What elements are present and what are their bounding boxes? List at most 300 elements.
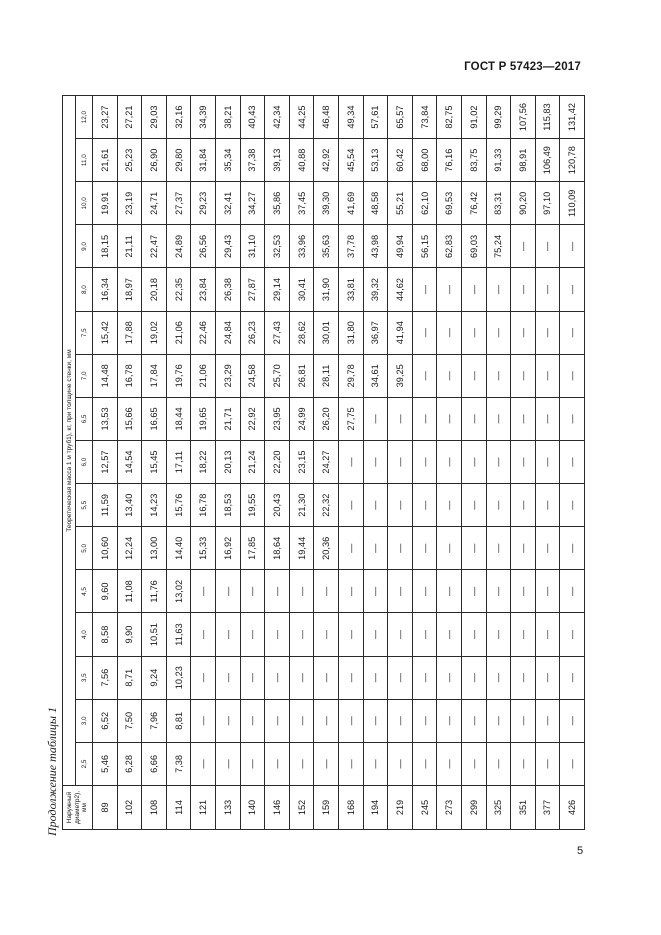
mass-cell: — — [363, 613, 388, 656]
mass-cell: — — [412, 397, 437, 440]
mass-cell: 30,41 — [289, 268, 314, 311]
mass-cell: 34,61 — [363, 354, 388, 397]
mass-cell: 27,37 — [166, 182, 191, 225]
mass-cell: 20,13 — [215, 441, 240, 484]
mass-cell: — — [191, 656, 216, 699]
mass-cell: 29,03 — [142, 96, 167, 139]
table-row — [486, 96, 511, 830]
thickness-header-row — [76, 96, 93, 830]
table-row — [166, 96, 191, 830]
mass-cell: 5,46 — [93, 742, 118, 785]
diameter-cell: 168 — [338, 786, 363, 830]
mass-cell: 24,71 — [142, 182, 167, 225]
mass-cell: 29,23 — [191, 182, 216, 225]
mass-cell: — — [437, 570, 462, 613]
mass-cell: — — [461, 397, 486, 440]
mass-cell: — — [511, 527, 536, 570]
mass-cell: — — [240, 742, 265, 785]
page-number: 5 — [577, 845, 584, 857]
mass-cell: — — [511, 570, 536, 613]
mass-cell: — — [535, 613, 560, 656]
mass-cell: 31,90 — [314, 268, 339, 311]
mass-cell: — — [363, 527, 388, 570]
mass-cell: 32,16 — [166, 96, 191, 139]
mass-cell: 25,70 — [265, 354, 290, 397]
standard-number: ГОСТ Р 57423—2017 — [464, 61, 581, 73]
mass-cell: — — [363, 484, 388, 527]
mass-cell: 62,10 — [412, 182, 437, 225]
diameter-cell: 152 — [289, 786, 314, 830]
diameter-cell: 273 — [437, 786, 462, 830]
mass-cell: 23,15 — [289, 441, 314, 484]
mass-cell: 40,43 — [240, 96, 265, 139]
mass-cell: 16,78 — [117, 354, 142, 397]
mass-cell: 18,22 — [191, 441, 216, 484]
diameter-cell: 325 — [486, 786, 511, 830]
mass-cell: 41,69 — [338, 182, 363, 225]
mass-cell: — — [388, 570, 413, 613]
mass-cell: — — [560, 656, 585, 699]
mass-cell: 24,89 — [166, 225, 191, 268]
mass-cell: — — [535, 225, 560, 268]
diameter-cell: 89 — [93, 786, 118, 830]
mass-cell: — — [461, 656, 486, 699]
mass-cell: — — [560, 527, 585, 570]
mass-cell: — — [461, 441, 486, 484]
mass-cell: — — [388, 441, 413, 484]
thickness-header: 5,5 — [76, 484, 93, 527]
table-row — [461, 96, 486, 830]
mass-cell: 131,42 — [560, 96, 585, 139]
mass-cell: 62,83 — [437, 225, 462, 268]
mass-cell: 17,88 — [117, 311, 142, 354]
diameter-cell: 194 — [363, 786, 388, 830]
mass-cell: 20,36 — [314, 527, 339, 570]
mass-cell: 35,34 — [215, 139, 240, 182]
mass-cell: — — [314, 699, 339, 742]
mass-cell: — — [437, 397, 462, 440]
mass-cell: 9,60 — [93, 570, 118, 613]
mass-cell: 31,10 — [240, 225, 265, 268]
mass-cell: 11,08 — [117, 570, 142, 613]
mass-cell: 27,75 — [338, 397, 363, 440]
mass-cell: — — [560, 441, 585, 484]
mass-cell: 12,57 — [93, 441, 118, 484]
thickness-header: 10,0 — [76, 182, 93, 225]
mass-cell: 98,91 — [511, 139, 536, 182]
mass-cell: — — [511, 225, 536, 268]
diameter-cell: 140 — [240, 786, 265, 830]
mass-cell: — — [265, 613, 290, 656]
mass-cell: 21,11 — [117, 225, 142, 268]
thickness-header: 8,0 — [76, 268, 93, 311]
mass-cell: 26,56 — [191, 225, 216, 268]
mass-cell: 25,23 — [117, 139, 142, 182]
mass-cell: 27,87 — [240, 268, 265, 311]
table-row — [314, 96, 339, 830]
mass-cell: 65,57 — [388, 96, 413, 139]
mass-cell: 20,43 — [265, 484, 290, 527]
thickness-header: 2,5 — [76, 742, 93, 785]
mass-cell: 99,29 — [486, 96, 511, 139]
mass-cell: 29,78 — [338, 354, 363, 397]
mass-cell: — — [412, 441, 437, 484]
mass-cell: 8,81 — [166, 699, 191, 742]
mass-cell: — — [535, 268, 560, 311]
mass-cell: — — [388, 484, 413, 527]
mass-cell: 97,10 — [535, 182, 560, 225]
mass-cell: — — [560, 397, 585, 440]
diameter-cell: 426 — [560, 786, 585, 830]
mass-cell: 6,66 — [142, 742, 167, 785]
table-row — [560, 96, 585, 830]
thickness-header: 7,5 — [76, 311, 93, 354]
mass-cell: — — [412, 742, 437, 785]
mass-cell: — — [338, 742, 363, 785]
mass-cell: 10,51 — [142, 613, 167, 656]
mass-cell: — — [363, 742, 388, 785]
mass-cell: — — [486, 742, 511, 785]
mass-cell: 19,65 — [191, 397, 216, 440]
mass-cell: 31,84 — [191, 139, 216, 182]
mass-cell: 40,88 — [289, 139, 314, 182]
mass-cell: — — [461, 699, 486, 742]
table-row — [215, 96, 240, 830]
mass-cell: 14,23 — [142, 484, 167, 527]
mass-cell: — — [511, 441, 536, 484]
mass-cell: — — [461, 742, 486, 785]
mass-cell: — — [535, 354, 560, 397]
mass-cell: 33,81 — [338, 268, 363, 311]
table-row — [265, 96, 290, 830]
mass-cell: — — [535, 570, 560, 613]
mass-cell: — — [437, 311, 462, 354]
mass-cell: — — [388, 527, 413, 570]
table-row — [511, 96, 536, 830]
mass-cell: 22,32 — [314, 484, 339, 527]
mass-cell: — — [486, 699, 511, 742]
mass-cell: 7,50 — [117, 699, 142, 742]
mass-cell: 23,95 — [265, 397, 290, 440]
mass-cell: 19,91 — [93, 182, 118, 225]
mass-cell: — — [191, 699, 216, 742]
mass-cell: 29,14 — [265, 268, 290, 311]
mass-cell: 34,39 — [191, 96, 216, 139]
mass-cell: — — [215, 699, 240, 742]
mass-cell: 17,85 — [240, 527, 265, 570]
mass-cell: 56,15 — [412, 225, 437, 268]
mass-cell: 48,58 — [363, 182, 388, 225]
mass-cell: 16,34 — [93, 268, 118, 311]
mass-cell: 22,46 — [191, 311, 216, 354]
mass-cell: — — [338, 484, 363, 527]
mass-cell: 29,43 — [215, 225, 240, 268]
mass-cell: 18,53 — [215, 484, 240, 527]
diameter-cell: 245 — [412, 786, 437, 830]
mass-cell: 106,49 — [535, 139, 560, 182]
mass-cell: 22,35 — [166, 268, 191, 311]
mass-cell: — — [560, 354, 585, 397]
mass-cell: 21,61 — [93, 139, 118, 182]
mass-cell: 26,90 — [142, 139, 167, 182]
mass-cell: — — [363, 570, 388, 613]
mass-cell: 43,98 — [363, 225, 388, 268]
mass-cell: 60,42 — [388, 139, 413, 182]
mass-cell: 11,76 — [142, 570, 167, 613]
mass-cell: — — [535, 311, 560, 354]
mass-cell: 8,71 — [117, 656, 142, 699]
mass-cell: — — [560, 699, 585, 742]
mass-cell: 8,58 — [93, 613, 118, 656]
mass-cell: — — [388, 397, 413, 440]
mass-cell: 34,27 — [240, 182, 265, 225]
mass-cell: 16,78 — [191, 484, 216, 527]
mass-cell: — — [560, 225, 585, 268]
table-row — [142, 96, 167, 830]
mass-cell: — — [412, 484, 437, 527]
diameter-cell: 351 — [511, 786, 536, 830]
table-row — [412, 96, 437, 830]
table-row — [191, 96, 216, 830]
mass-cell: — — [535, 656, 560, 699]
mass-cell: 17,84 — [142, 354, 167, 397]
mass-cell: 83,31 — [486, 182, 511, 225]
mass-cell: — — [560, 311, 585, 354]
mass-cell: 13,53 — [93, 397, 118, 440]
mass-cell: 27,21 — [117, 96, 142, 139]
mass-cell: — — [535, 527, 560, 570]
mass-cell: — — [511, 354, 536, 397]
diameter-cell: 299 — [461, 786, 486, 830]
mass-cell: — — [338, 527, 363, 570]
mass-cell: 39,30 — [314, 182, 339, 225]
thickness-header: 3,5 — [76, 656, 93, 699]
mass-cell: 7,56 — [93, 656, 118, 699]
mass-cell: — — [265, 699, 290, 742]
mass-cell: — — [215, 656, 240, 699]
mass-cell: 24,27 — [314, 441, 339, 484]
mass-cell: — — [314, 742, 339, 785]
mass-cell: 53,13 — [363, 139, 388, 182]
mass-cell: 7,38 — [166, 742, 191, 785]
mass-cell: 83,75 — [461, 139, 486, 182]
mass-cell: — — [289, 613, 314, 656]
mass-cell: 49,94 — [388, 225, 413, 268]
mass-cell: 39,32 — [363, 268, 388, 311]
mass-cell: 115,83 — [535, 96, 560, 139]
mass-cell: — — [437, 656, 462, 699]
mass-cell: 6,28 — [117, 742, 142, 785]
mass-cell: — — [363, 441, 388, 484]
mass-cell: — — [486, 527, 511, 570]
mass-cell: — — [560, 268, 585, 311]
mass-cell: 18,64 — [265, 527, 290, 570]
mass-cell: 23,29 — [215, 354, 240, 397]
diameter-cell: 108 — [142, 786, 167, 830]
mass-cell: — — [265, 742, 290, 785]
mass-cell: — — [511, 311, 536, 354]
diameter-cell: 102 — [117, 786, 142, 830]
mass-cell: 26,23 — [240, 311, 265, 354]
mass-cell: 35,86 — [265, 182, 290, 225]
mass-cell: 49,34 — [338, 96, 363, 139]
thickness-header: 9,0 — [76, 225, 93, 268]
mass-cell: 23,19 — [117, 182, 142, 225]
mass-cell: — — [535, 441, 560, 484]
mass-cell: — — [486, 397, 511, 440]
mass-cell: — — [461, 311, 486, 354]
table-row — [93, 96, 118, 830]
mass-cell: 19,44 — [289, 527, 314, 570]
mass-cell: 28,11 — [314, 354, 339, 397]
mass-cell: 24,84 — [215, 311, 240, 354]
mass-cell: 91,33 — [486, 139, 511, 182]
mass-cell: 37,38 — [240, 139, 265, 182]
table-frame — [62, 95, 585, 830]
mass-cell: 26,20 — [314, 397, 339, 440]
mass-cell: 21,06 — [191, 354, 216, 397]
mass-cell: — — [363, 656, 388, 699]
mass-cell: — — [314, 570, 339, 613]
mass-cell: 11,59 — [93, 484, 118, 527]
mass-cell: — — [240, 656, 265, 699]
mass-cell: 13,00 — [142, 527, 167, 570]
mass-cell: — — [363, 699, 388, 742]
mass-cell: 75,24 — [486, 225, 511, 268]
mass-cell: — — [461, 570, 486, 613]
mass-cell: — — [191, 570, 216, 613]
thickness-header: 6,0 — [76, 441, 93, 484]
mass-cell: 69,03 — [461, 225, 486, 268]
mass-cell: 21,06 — [166, 311, 191, 354]
thickness-header: 4,5 — [76, 570, 93, 613]
mass-cell: 35,63 — [314, 225, 339, 268]
mass-cell: 21,24 — [240, 441, 265, 484]
mass-cell: 29,80 — [166, 139, 191, 182]
mass-cell: 15,76 — [166, 484, 191, 527]
table-row — [437, 96, 462, 830]
mass-cell: — — [215, 742, 240, 785]
mass-cell: — — [560, 742, 585, 785]
table-row — [240, 96, 265, 830]
table-row — [388, 96, 413, 830]
mass-cell: 44,25 — [289, 96, 314, 139]
mass-cell: — — [388, 742, 413, 785]
mass-cell: 28,62 — [289, 311, 314, 354]
mass-cell: 39,13 — [265, 139, 290, 182]
mass-cell: 69,53 — [437, 182, 462, 225]
mass-cell: 90,20 — [511, 182, 536, 225]
mass-cell: 10,23 — [166, 656, 191, 699]
mass-cell: — — [412, 354, 437, 397]
mass-cell: — — [535, 484, 560, 527]
mass-cell: — — [412, 613, 437, 656]
mass-cell: 31,80 — [338, 311, 363, 354]
mass-cell: 14,48 — [93, 354, 118, 397]
mass-cell: — — [511, 656, 536, 699]
mass-cell: 37,78 — [338, 225, 363, 268]
table-body — [93, 96, 585, 830]
mass-cell: 16,65 — [142, 397, 167, 440]
mass-cell: — — [338, 699, 363, 742]
mass-cell: — — [486, 484, 511, 527]
mass-cell: 36,97 — [363, 311, 388, 354]
mass-cell: 12,24 — [117, 527, 142, 570]
mass-cell: — — [265, 656, 290, 699]
table-row — [117, 96, 142, 830]
mass-cell: 32,41 — [215, 182, 240, 225]
mass-cell: — — [240, 613, 265, 656]
mass-cell: — — [363, 397, 388, 440]
mass-cell: — — [461, 268, 486, 311]
mass-cell: 18,97 — [117, 268, 142, 311]
mass-cell: — — [412, 656, 437, 699]
mass-cell: — — [486, 656, 511, 699]
mass-cell: — — [437, 527, 462, 570]
mass-cell: — — [412, 268, 437, 311]
rotated-table-wrapper — [62, 95, 585, 830]
mass-cell: 73,84 — [412, 96, 437, 139]
diameter-cell: 377 — [535, 786, 560, 830]
mass-column-header: Теоретическая масса 1 м труб1), кг, при толщине стенки, мм — [63, 96, 76, 786]
mass-cell: — — [560, 570, 585, 613]
mass-cell: — — [461, 354, 486, 397]
mass-cell: — — [240, 699, 265, 742]
mass-cell: 15,42 — [93, 311, 118, 354]
mass-cell: — — [437, 484, 462, 527]
mass-cell: 107,56 — [511, 96, 536, 139]
mass-cell: — — [388, 699, 413, 742]
mass-cell: — — [412, 527, 437, 570]
mass-cell: 44,62 — [388, 268, 413, 311]
mass-cell: 21,30 — [289, 484, 314, 527]
mass-cell: — — [215, 570, 240, 613]
mass-cell: — — [289, 742, 314, 785]
thickness-header: 6,5 — [76, 397, 93, 440]
mass-cell: — — [338, 656, 363, 699]
thickness-header: 3,0 — [76, 699, 93, 742]
thickness-header: 4,0 — [76, 613, 93, 656]
mass-cell: 15,45 — [142, 441, 167, 484]
mass-cell: — — [437, 699, 462, 742]
diameter-column-header: Наружный диаметр2), мм — [63, 786, 93, 830]
mass-cell: — — [412, 699, 437, 742]
thickness-header: 5,0 — [76, 527, 93, 570]
table-row — [338, 96, 363, 830]
mass-cell: — — [486, 354, 511, 397]
mass-cell: 18,15 — [93, 225, 118, 268]
mass-cell: 42,92 — [314, 139, 339, 182]
mass-cell: — — [486, 613, 511, 656]
mass-cell: 68,00 — [412, 139, 437, 182]
table-row — [289, 96, 314, 830]
mass-cell: — — [437, 268, 462, 311]
table-caption: Продолжение таблицы 1 — [45, 706, 59, 836]
mass-cell: 23,84 — [191, 268, 216, 311]
mass-cell: 41,94 — [388, 311, 413, 354]
mass-cell: 23,27 — [93, 96, 118, 139]
mass-cell: 15,33 — [191, 527, 216, 570]
diameter-cell: 159 — [314, 786, 339, 830]
mass-cell: 19,76 — [166, 354, 191, 397]
mass-cell: — — [314, 656, 339, 699]
mass-cell: — — [511, 268, 536, 311]
mass-cell: 82,75 — [437, 96, 462, 139]
mass-cell: 9,24 — [142, 656, 167, 699]
mass-cell: — — [437, 742, 462, 785]
mass-cell: 22,47 — [142, 225, 167, 268]
mass-cell: 76,42 — [461, 182, 486, 225]
